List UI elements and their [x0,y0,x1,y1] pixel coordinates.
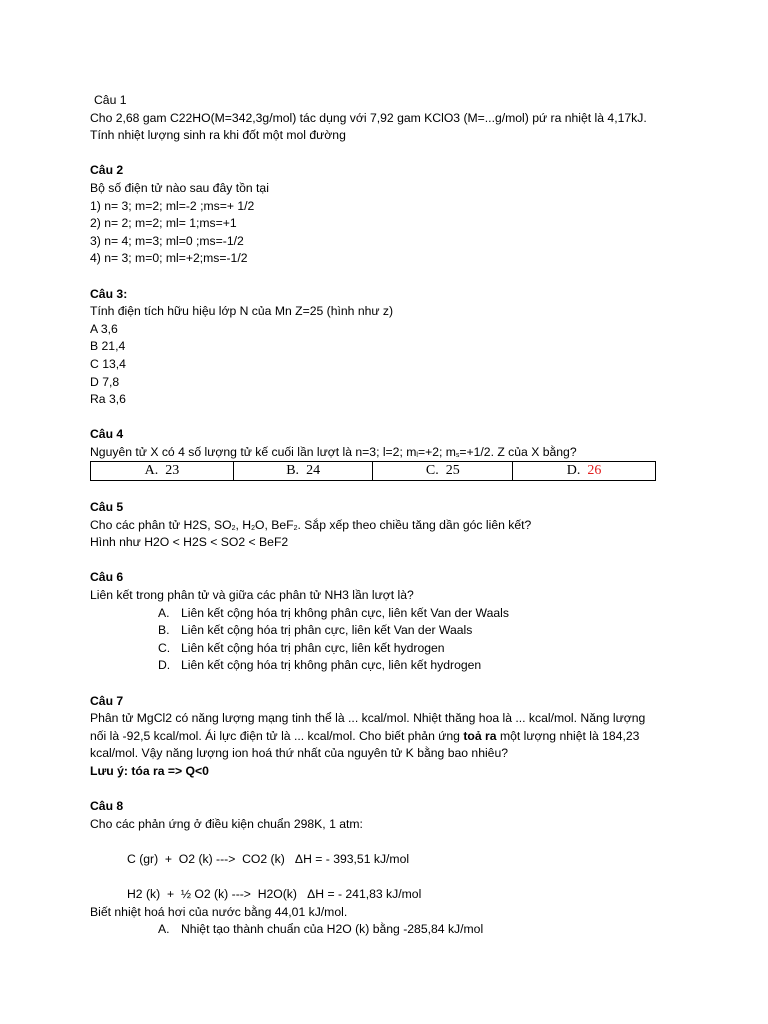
q6-title: Câu 6 [90,570,124,585]
q4-choice-d: D. 26 [513,462,656,481]
q4-title: Câu 4 [90,427,124,442]
q4-choice-b: B. 24 [233,462,373,481]
q8-option: A. Nhiệt tạo thành chuẩn của H2O (k) bằng -285,84 kJ/mol [158,922,484,937]
q6-question: Liên kết trong phân tử và giữa các phân tử NH3 lần lượt là? [90,588,414,603]
q7-title: Câu 7 [90,693,124,708]
q3-option: B 21,4 [90,339,126,354]
document-page [90,92,670,939]
q5-question: Cho các phân tử H2S, $SO_2$, $H_2O$, BeF$_2$. Sắp xếp theo chiều tăng dần góc liên kết? [90,517,532,532]
q2-option: 3) n= 4; m=3; ml=0 ;ms=-1/2 [90,233,244,248]
q8-given: Biết nhiệt hoá hơi của nước bằng 44,01 kJ/mol. [90,904,348,919]
q5-title: Câu 5 [90,500,124,515]
q1-line2: Tính nhiệt lượng sinh ra khi đốt một mol đường [90,128,346,143]
q3-option: C 13,4 [90,356,126,371]
q7-line3: kcal/mol. Vậy năng lượng ion hoá thứ nhất của nguyên tử K bằng bao nhiêu? [90,746,509,761]
q3-option: D 7,8 [90,374,120,389]
q8-reaction-1: C (gr) + O2 (k) ---> CO2 (k) ΔH = - 393,51 kJ/mol [127,851,410,866]
q7-note: Lưu ý: tóa ra => Q<0 [90,763,209,778]
q1-line1: Cho 2,68 gam C22HO(M=342,3g/mol) tác dụng với 7,92 gam KClO3 (M=...g/mol) pứ ra nhiệt là 4,17kJ. [90,110,647,125]
q5-answer: Hình như H2O < H2S < SO2 < BeF2 [90,535,289,550]
q4-choice-c: C. 25 [373,462,513,481]
q2-option: 2) n= 2; m=2; ml= 1;ms=+1 [90,216,237,231]
q3-question: Tính điện tích hữu hiệu lớp N của Mn Z=25 (hình như z) [90,304,394,319]
q6-option: A. Liên kết cộng hóa trị không phân cực, liên kết Van der Waals [158,605,509,620]
q4-answer-table [90,461,656,481]
q2-title: Câu 2 [90,163,124,178]
q2-option: 4) n= 3; m=0; ml=+2;ms=-1/2 [90,251,248,266]
q6-option: D. Liên kết cộng hóa trị không phân cực, liên kết hydrogen [158,658,482,673]
q4-choice-a: A. 23 [91,462,234,481]
q1-title: Câu 1 [94,93,127,107]
q6-option: C. Liên kết cộng hóa trị phân cực, liên kết hydrogen [158,640,445,655]
q2-question: Bộ số điện tử nào sau đây tồn tại [90,180,269,195]
q3-answer: Ra 3,6 [90,392,126,407]
q8-reaction-2: H2 (k) + ½ O2 (k) ---> H2O(k) ΔH = - 241,83 kJ/mol [127,887,422,902]
q2-option: 1) n= 3; m=2; ml=-2 ;ms=+ 1/2 [90,198,255,213]
q7-line1: Phân tử MgCl2 có năng lượng mạng tinh thể là ... kcal/mol. Nhiệt thăng hoa là ... kcal/mol. Năng lượng [90,711,646,726]
q4-question: Nguyên tử X có 4 số lượng tử kế cuối lần lượt là n=3; l=2; $m_l=+2$; $m_s=+1/2$. Z của X bằng? [90,444,577,459]
q3-title: Câu 3: [90,286,128,301]
q3-option: A 3,6 [90,321,118,336]
q6-option: B. Liên kết cộng hóa trị phân cực, liên kết Van der Waals [158,623,473,638]
q4-correct-answer: 26 [587,463,602,479]
q8-intro: Cho các phản ứng ở điều kiện chuẩn 298K, 1 atm: [90,816,363,831]
q7-line2: nối là -92,5 kcal/mol. Ái lực điện tử là ... kcal/mol. Cho biết phản ứng toả ra một lượng nhiệt là 184,23 [90,728,640,743]
q8-title: Câu 8 [90,799,124,814]
